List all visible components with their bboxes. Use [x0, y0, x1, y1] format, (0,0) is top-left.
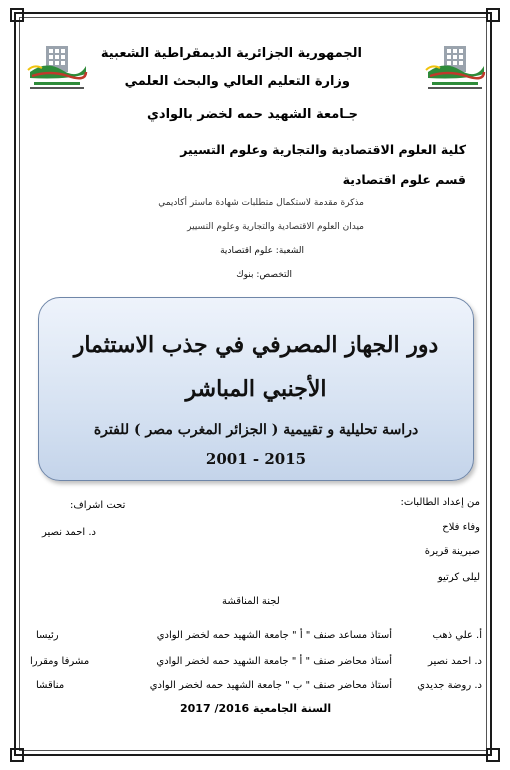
memo-field-line: ميدان العلوم الاقتصادية والتجارية وعلوم التسيير: [187, 222, 364, 232]
corner-ornament-top-right: [486, 8, 500, 22]
faculty-heading: كلية العلوم الاقتصادية والتجارية وعلوم التسيير: [180, 142, 466, 157]
authors-label: من إعداد الطالبات:: [400, 497, 480, 508]
committee-row: [30, 630, 482, 648]
author-name: صبرينة قريرة: [424, 546, 480, 557]
committee-member-name: د. احمد نصير: [428, 656, 482, 667]
committee-member-rank: أستاذ محاضر صنف " أ " جامعة الشهيد حمه لخضر الوادي: [156, 656, 392, 667]
corner-ornament-top-left: [10, 8, 24, 22]
memo-purpose-line: مذكرة مقدمة لاستكمال متطلبات شهادة ماستر أكاديمي: [158, 198, 364, 208]
thesis-title-box: [38, 297, 474, 481]
author-name: ليلى كرتيو: [437, 572, 480, 583]
committee-member-rank: أستاذ محاضر صنف " ب " جامعة الشهيد حمه لخضر الوادي: [149, 680, 392, 691]
thesis-period: 2001 - 2015: [205, 450, 307, 468]
ministry-heading: وزارة التعليم العالي والبحث العلمي: [124, 74, 350, 89]
committee-member-role: رئيسا: [36, 630, 59, 641]
memo-specialty: التخصص: بنوك: [236, 270, 292, 280]
thesis-title-line1: دور الجهاز المصرفي في جذب الاستثمار: [73, 332, 439, 358]
university-logo-right: [424, 42, 486, 94]
committee-member-name: أ. علي ذهب: [432, 630, 482, 641]
corner-ornament-bottom-left: [10, 748, 24, 762]
supervisor-name: د. احمد نصير: [42, 527, 96, 538]
committee-row: [30, 656, 482, 674]
department-heading: قسم علوم اقتصادية: [342, 172, 466, 187]
committee-member-name: د. روضة جديدي: [417, 680, 482, 691]
supervisor-label: تحت اشراف:: [70, 500, 126, 511]
thesis-title-line2: الأجنبي المباشر: [185, 376, 327, 402]
committee-member-role: مشرفا ومقررا: [30, 656, 90, 667]
republic-heading: الجمهورية الجزائرية الديمقراطية الشعبية: [100, 46, 362, 61]
corner-ornament-bottom-right: [486, 748, 500, 762]
university-logo-left: [26, 42, 88, 94]
memo-branch: الشعبة: علوم اقتصادية: [220, 246, 304, 256]
author-name: وفاء فلاح: [442, 522, 480, 533]
university-heading: جـامعة الشهيد حمه لخضر بالوادي: [147, 107, 358, 122]
committee-label: لجنة المناقشة: [222, 596, 280, 607]
academic-year: السنة الجامعية 2016/ 2017: [180, 702, 332, 715]
thesis-subtitle: دراسة تحليلية و تقييمية ( الجزائر المغرب مصر ) للفترة: [93, 422, 419, 438]
committee-member-rank: أستاذ مساعد صنف " أ " جامعة الشهيد حمه لخضر الوادي: [156, 630, 392, 641]
committee-row: [30, 680, 482, 698]
committee-member-role: مناقشا: [36, 680, 65, 691]
